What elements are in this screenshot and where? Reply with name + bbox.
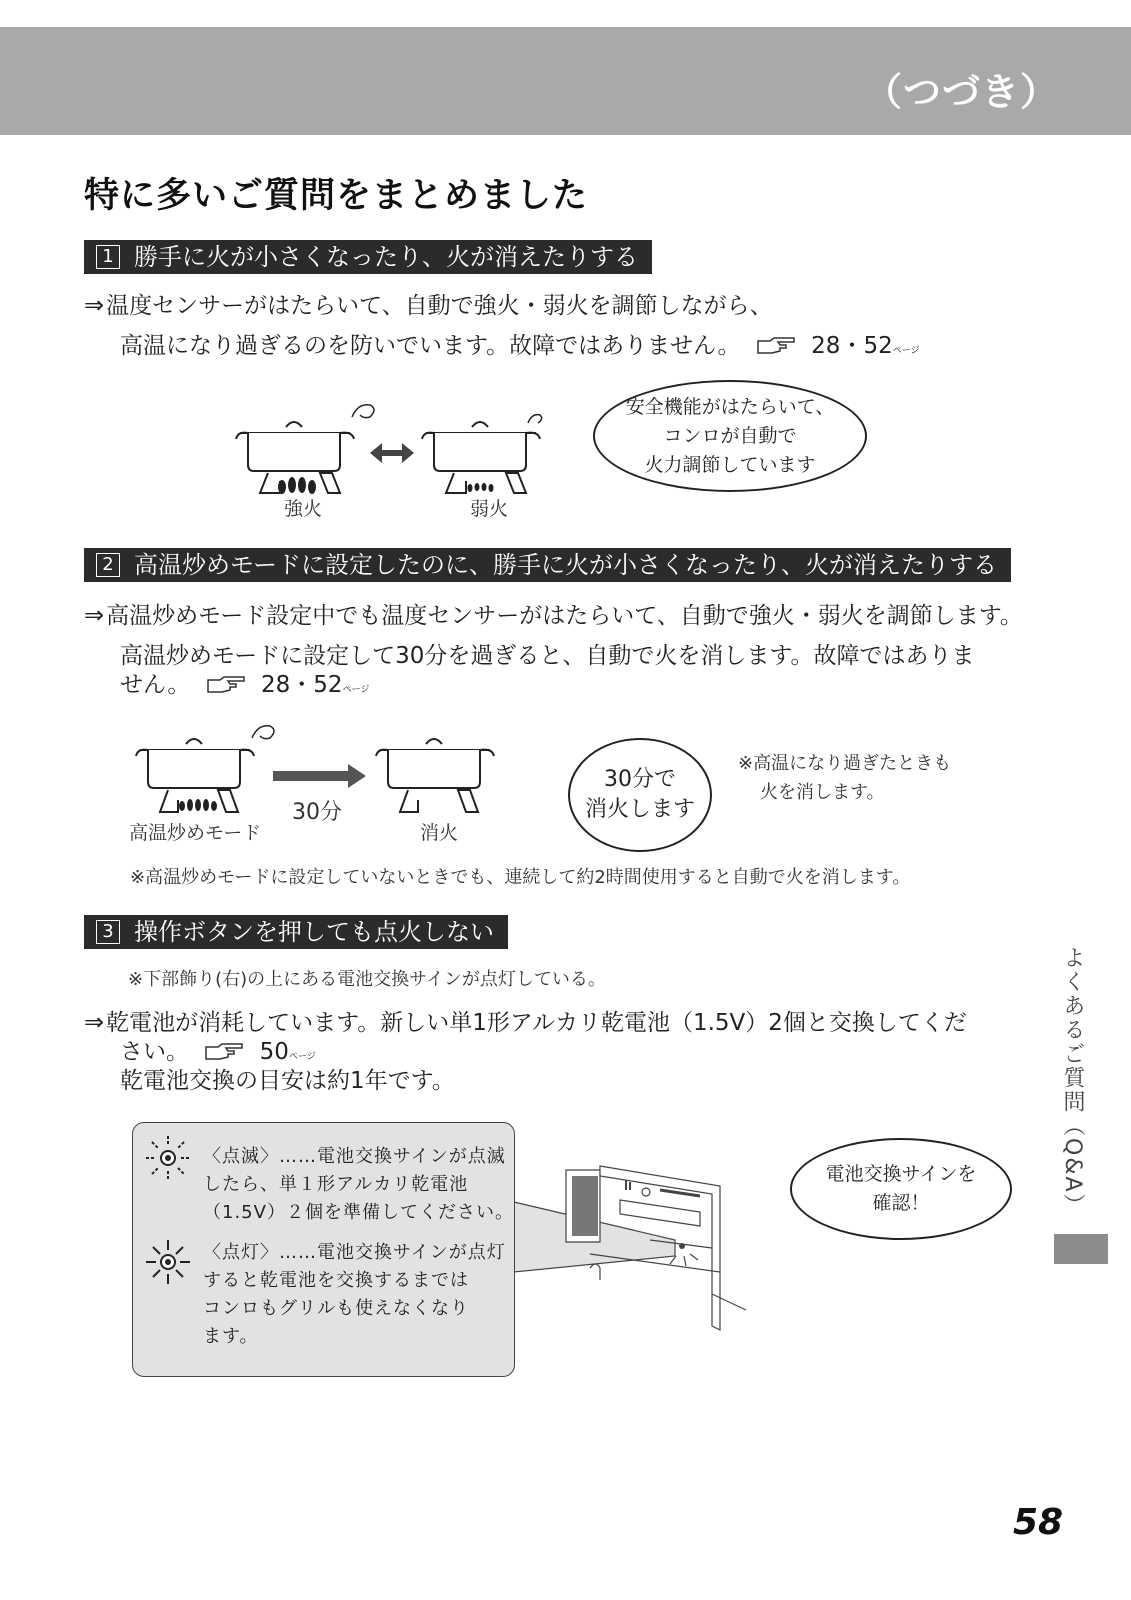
battery-sign-lamp <box>679 1243 685 1249</box>
question-text: 勝手に火が小さくなったり、火が消えたりする <box>134 243 638 271</box>
question-number: 3 <box>96 920 120 944</box>
double-right-arrow-icon: ⇒ <box>84 601 105 629</box>
answer-line <box>120 666 369 699</box>
answer-text: 乾電池が消耗しています。新しい単1形アルカリ乾電池（1.5V）2個と交換してくだ <box>106 1010 967 1036</box>
bubble-text: コンロが自動で <box>663 424 797 447</box>
time-label: 30分 <box>292 800 342 825</box>
lit-description <box>203 1239 506 1351</box>
right-arrow-icon <box>273 764 366 788</box>
continued-label: （つづき） <box>863 70 1059 114</box>
pointing-hand-icon <box>206 676 246 696</box>
box-text: 〈点滅〉……電池交換サインが点滅 <box>203 1146 506 1167</box>
blinking-lamp-icon <box>143 1133 193 1183</box>
pot-icon <box>422 415 542 493</box>
box-text: ます。 <box>203 1326 259 1347</box>
bubble-text: 確認！ <box>872 1192 930 1214</box>
pointing-hand-icon <box>756 337 796 357</box>
blink-description <box>203 1143 514 1227</box>
extinguish-label: 消火 <box>420 822 459 844</box>
box-text: コンロもグリルも使えなくなり <box>203 1298 469 1319</box>
lit-lamp-icon <box>143 1237 193 1287</box>
flame-icon <box>278 477 316 494</box>
question-bar-1 <box>84 240 652 274</box>
strong-flame-label: 強火 <box>284 498 323 520</box>
battery-sign-info-box <box>132 1122 515 1377</box>
question-bar-2 <box>84 548 1011 582</box>
double-arrow-icon <box>370 443 414 463</box>
side-index-label: よくあるご質問（Q&A） <box>1060 946 1085 1218</box>
bubble-text: 安全機能がはたらいて、 <box>625 395 835 418</box>
pointing-hand-icon <box>204 1043 244 1063</box>
check-sign-bubble <box>790 1138 1012 1240</box>
side-index-tab <box>1054 1234 1108 1264</box>
page-unit: ページ <box>342 685 370 695</box>
flame-icon <box>179 799 217 811</box>
pot-icon <box>136 726 274 812</box>
answer-line <box>120 327 920 360</box>
answer-line <box>84 287 773 320</box>
reference-pages[interactable]: 28・52 <box>811 333 893 359</box>
high-temp-mode-label: 高温炒めモード <box>129 822 262 844</box>
safety-bubble <box>593 380 867 492</box>
page-title: 特に多いご質問をまとめました <box>84 176 589 216</box>
answer-text: 高温炒めモードに設定して30分を過ぎると、自動で火を消します。故障ではありま <box>120 643 975 669</box>
bubble-text: 消火します <box>584 797 695 822</box>
answer-text: 乾電池交換の目安は約1年です。 <box>120 1068 455 1094</box>
question-number: 2 <box>96 553 120 577</box>
question-text: 操作ボタンを押しても点火しない <box>134 918 494 946</box>
box-text: 〈点灯〉……電池交換サインが点灯 <box>203 1242 506 1263</box>
pot-icon <box>376 739 494 812</box>
header-band <box>0 27 1131 135</box>
answer-line <box>120 1062 455 1095</box>
box-text: したら、単１形アルカリ乾電池 <box>203 1174 469 1195</box>
side-note: ※高温になり過ぎたときも <box>738 753 952 774</box>
stove-front-illustration <box>500 1160 760 1340</box>
double-right-arrow-icon: ⇒ <box>84 291 105 319</box>
answer-line <box>84 597 1023 630</box>
answer-text: 高温炒めモード設定中でも温度センサーがはたらいて、自動で強火・弱火を調節します。 <box>106 603 1023 629</box>
box-text: （1.5V）２個を準備してください。 <box>203 1202 514 1223</box>
page-unit: ページ <box>892 346 920 356</box>
question-text: 高温炒めモードに設定したのに、勝手に火が小さくなったり、火が消えたりする <box>134 551 998 579</box>
condition-note: ※下部飾り(右)の上にある電池交換サインが点灯している。 <box>128 969 606 990</box>
answer-text: せん。 <box>120 672 191 698</box>
double-right-arrow-icon: ⇒ <box>84 1008 105 1036</box>
page-number: 58 <box>1013 1502 1064 1543</box>
reference-pages[interactable]: 50 <box>259 1039 289 1065</box>
flame-icon <box>468 483 494 492</box>
answer-text: 温度センサーがはたらいて、自動で強火・弱火を調節しながら、 <box>106 293 773 319</box>
question-number: 1 <box>96 245 120 269</box>
bubble-text: 火力調節しています <box>644 453 816 476</box>
answer-text: さい。 <box>120 1039 189 1065</box>
box-text: すると乾電池を交換するまでは <box>203 1270 469 1291</box>
bubble-text: 電池交換サインを <box>825 1163 977 1185</box>
reference-pages[interactable]: 28・52 <box>261 672 343 698</box>
bubble-text: 30分で <box>603 767 676 792</box>
thirty-min-bubble <box>568 738 712 852</box>
side-note: 火を消します。 <box>760 782 885 803</box>
footnote: ※高温炒めモードに設定していないときでも、連続して約2時間使用すると自動で火を消します。 <box>130 867 911 888</box>
page-unit: ページ <box>288 1052 316 1062</box>
question-bar-3 <box>84 915 508 949</box>
strong-weak-flame-illustration <box>230 395 570 505</box>
weak-flame-label: 弱火 <box>470 498 509 520</box>
answer-text: 高温になり過ぎるのを防いでいます。故障ではありません。 <box>120 333 741 359</box>
